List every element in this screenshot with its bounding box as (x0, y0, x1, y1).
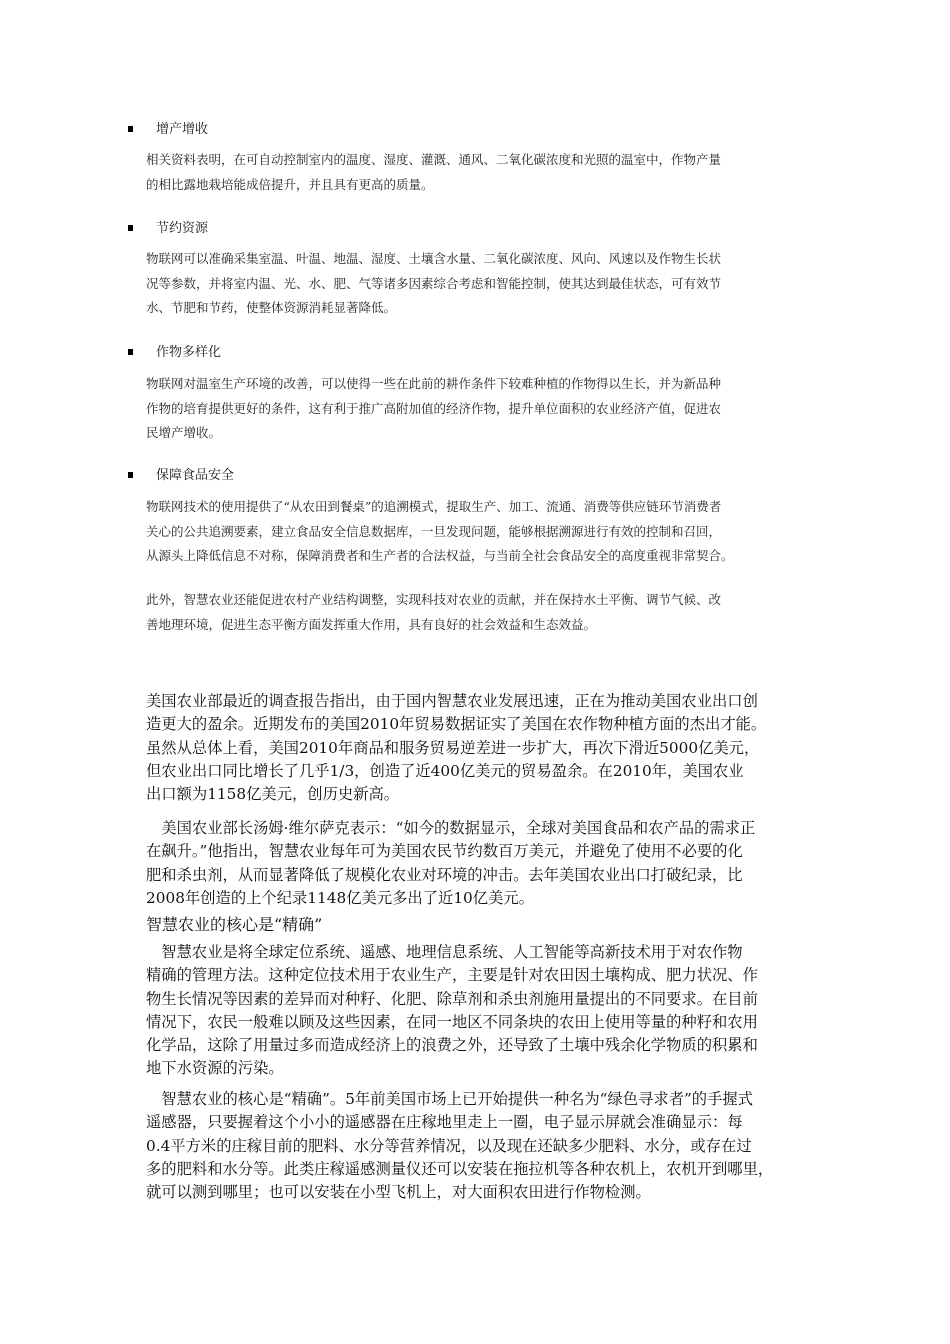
body-paragraph (146, 1088, 810, 1204)
text-line: 作物的培育提供更好的条件，这有利于推广高附加值的经济作物，提升单位面积的农业经济产值，促进农 (146, 400, 722, 416)
section-paragraph (146, 495, 810, 569)
text-line: 遥感器，只要握着这个小小的遥感器在庄稼地里走上一圈，电子显示屏就会准确显示：每 (146, 1113, 743, 1132)
section-title: 作物多样化 (156, 345, 222, 360)
section-heading: 智慧农业的核心是“精确” (146, 915, 323, 934)
text-line: 美国农业部最近的调查报告指出，由于国内智慧农业发展迅速，正在为推动美国农业出口创 (146, 692, 758, 710)
text-line: 地下水资源的污染。 (146, 1059, 284, 1078)
text-line: 从源头上降低信息不对称，保障消费者和生产者的合法权益，与当前全社会食品安全的高度重视非常契合。 (146, 548, 734, 563)
text-line: 善地理环境，促进生态平衡方面发挥重大作用，具有良好的社会效益和生态效益。 (146, 616, 597, 632)
closing-paragraph (146, 588, 810, 637)
section-paragraph (146, 372, 810, 446)
text-line: 水、节肥和节药，使整体资源消耗显著降低。 (146, 300, 397, 315)
text-line: 造更大的盈余。近期发布的美国2010年贸易数据证实了美国在农作物种植方面的杰出才能。 (146, 715, 767, 734)
text-line: 肥和杀虫剂，从而显著降低了规模化农业对环境的冲击。去年美国农业出口打破纪录，比 (146, 865, 743, 884)
section-title: 保障食品安全 (156, 468, 235, 483)
section-title: 节约资源 (156, 221, 209, 236)
text-line: 0.4平方米的庄稼目前的肥料、水分等营养情况，以及现在还缺多少肥料、水分，或存在过 (146, 1136, 752, 1155)
text-line: 物生长情况等因素的差异而对种籽、化肥、除草剂和杀虫剂施用量提出的不同要求。在目前 (146, 989, 758, 1008)
text-line: 智慧农业的核心是“精确”。5年前美国市场上已开始提供一种名为“绿色寻求者”的手握式 (146, 1090, 753, 1108)
text-line: 在飙升。”他指出，智慧农业每年可为美国农民节约数百万美元，并避免了使用不必要的化 (146, 842, 743, 861)
text-line: 民增产增收。 (146, 425, 222, 440)
body-paragraph (146, 941, 810, 1081)
bullet-square-icon (128, 225, 133, 231)
text-line: 关心的公共追溯要素，建立食品安全信息数据库，一旦发现问题，能够根据溯源进行有效的控制和召回， (146, 523, 722, 539)
section-paragraph (146, 148, 810, 197)
text-line: 物联网技术的使用提供了“从农田到餐桌”的追溯模式，提取生产、加工、流通、消费等供应链环节消费者 (146, 499, 722, 514)
section-paragraph (146, 247, 810, 321)
bullet-square-icon (128, 126, 133, 132)
text-line: 就可以测到哪里；也可以安装在小型飞机上，对大面积农田进行作物检测。 (146, 1183, 651, 1202)
text-line: 相关资料表明，在可自动控制室内的温度、湿度、灌溉、通风、二氧化碳浓度和光照的温室中，作物产量 (146, 152, 722, 167)
text-line: 2008年创造的上个纪录1148亿美元多出了近10亿美元。 (146, 888, 534, 907)
section-title: 增产增收 (156, 122, 209, 137)
text-line: 的相比露地栽培能成倍提升，并且具有更高的质量。 (146, 176, 434, 192)
text-line: 智慧农业是将全球定位系统、遥感、地理信息系统、人工智能等高新技术用于对农作物 (146, 943, 743, 961)
text-line: 物联网对温室生产环境的改善，可以使得一些在此前的耕作条件下较难种植的作物得以生长，并为新品种 (146, 376, 722, 391)
text-line: 出口额为1158亿美元，创历史新高。 (146, 785, 400, 804)
bullet-square-icon (128, 349, 133, 355)
body-paragraph (146, 817, 810, 910)
text-line: 况等参数，并将室内温、光、水、肥、气等诸多因素综合考虑和智能控制，使其达到最佳状态，可有效节 (146, 275, 722, 291)
text-line: 多的肥料和水分等。此类庄稼遥感测量仪还可以安装在拖拉机等各种农机上，农机开到哪里， (146, 1159, 774, 1178)
text-line: 但农业出口同比增长了几乎1/3，创造了近400亿美元的贸易盈余。在2010年，美国农业 (146, 761, 744, 780)
text-line: 化学品，这除了用量过多而造成经济上的浪费之外，还导致了土壤中残余化学物质的积累和 (146, 1036, 758, 1055)
text-line: 此外，智慧农业还能促进农村产业结构调整，实现科技对农业的贡献，并在保持水土平衡、调节气候、改 (146, 592, 722, 607)
text-line: 虽然从总体上看，美国2010年商品和服务贸易逆差进一步扩大，再次下滑近5000亿美元， (146, 738, 760, 757)
text-line: 精确的管理方法。这种定位技术用于农业生产，主要是针对农田因土壤构成、肥力状况、作 (146, 966, 758, 985)
bullet-square-icon (128, 472, 133, 478)
body-paragraph (146, 690, 810, 806)
text-line: 情况下，农民一般难以顾及这些因素，在同一地区不同条块的农田上使用等量的种籽和农用 (146, 1012, 758, 1031)
text-line: 美国农业部长汤姆·维尔萨克表示：“如今的数据显示，全球对美国食品和农产品的需求正 (146, 819, 756, 837)
text-line: 物联网可以准确采集室温、叶温、地温、湿度、土壤含水量、二氧化碳浓度、风向、风速以及作物生长状 (146, 251, 722, 266)
